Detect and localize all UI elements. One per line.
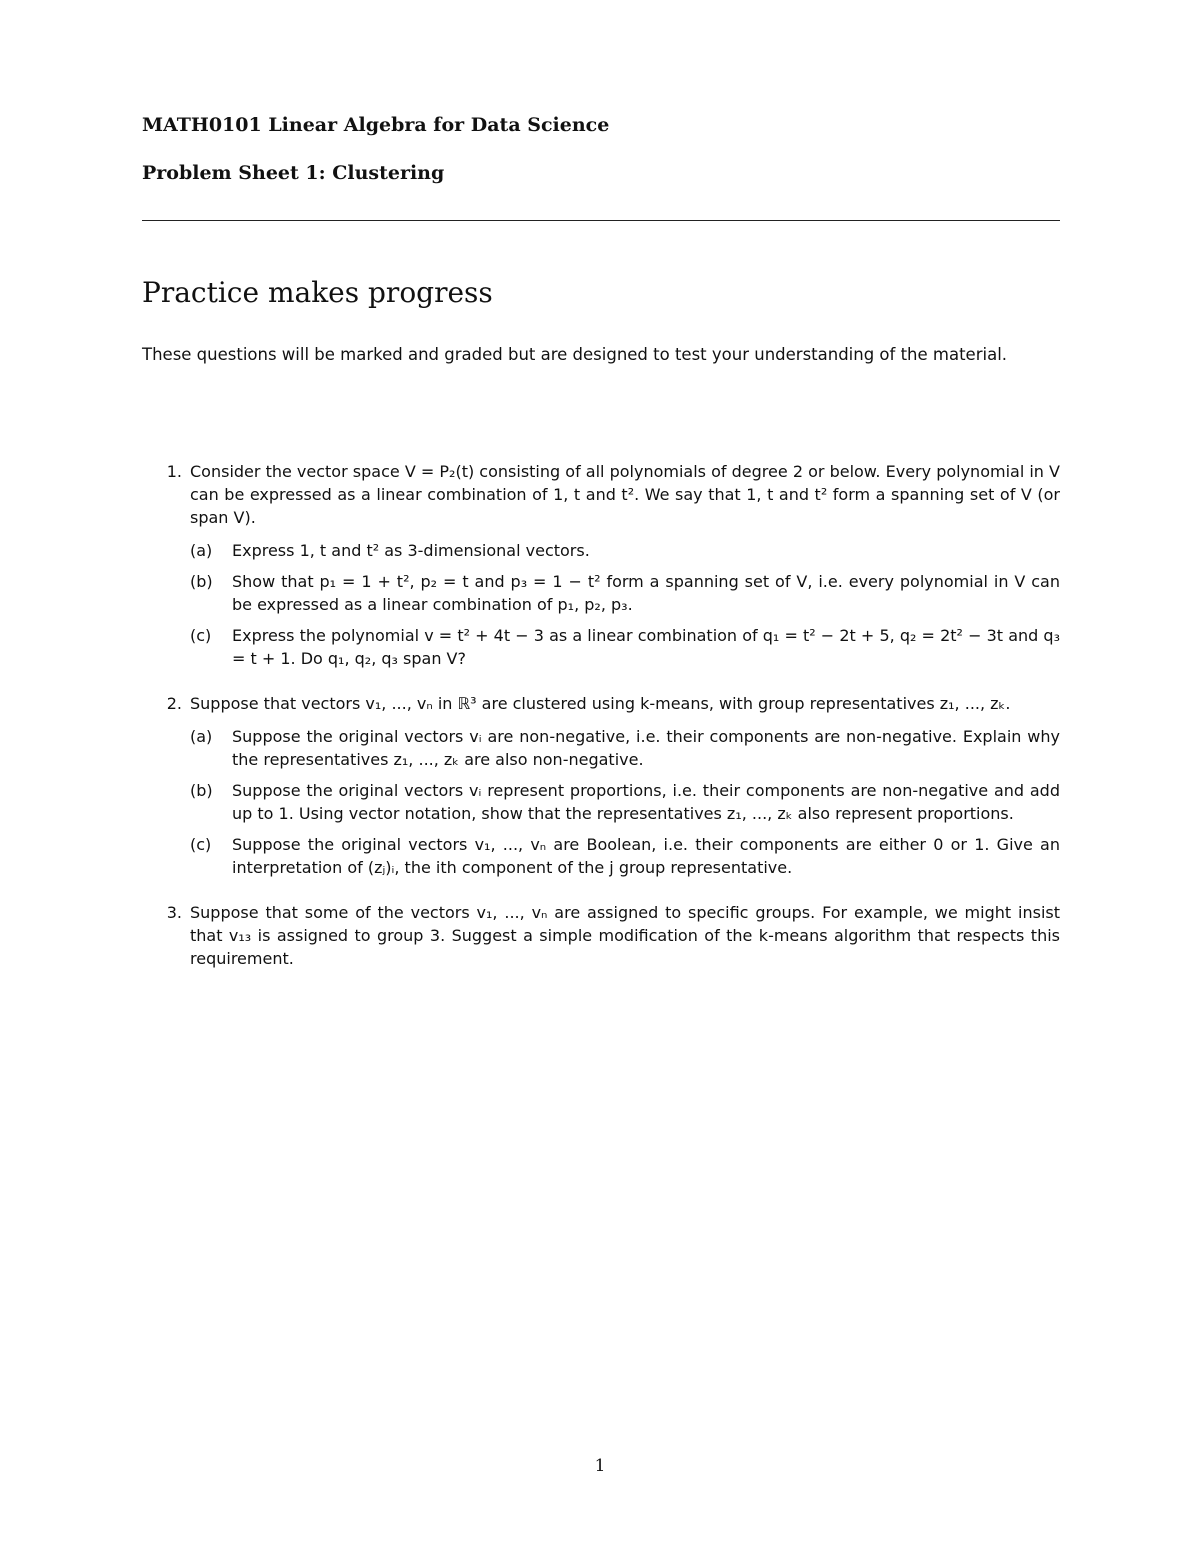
part-label: (a) (190, 727, 213, 746)
part-text: Show that p₁ = 1 + t², p₂ = t and p₃ = 1 − t² form a spanning set of V, i.e. every polynomial in V can be expressed as a linear combination of p₁, p₂, p₃. (232, 572, 1060, 614)
question-text: Suppose that some of the vectors v₁, ..., vₙ are assigned to specific groups. For example, we might insist that v₁₃ is assigned to group 3. Suggest a simple modification of the k-means algorithm that respects this requirement. (190, 903, 1060, 968)
part-label: (a) (190, 541, 213, 560)
question-part (190, 833, 1060, 879)
section-heading: Practice makes progress (142, 276, 493, 309)
part-text: Suppose the original vectors v₁, ..., vₙ are Boolean, i.e. their components are either 0 or 1. Give an interpretation of (zⱼ)ᵢ, the ith component of the j group representative. (232, 835, 1060, 877)
question-number: 2. (166, 694, 182, 713)
part-label: (b) (190, 781, 213, 800)
question-3 (142, 901, 1060, 970)
header-divider (142, 220, 1060, 221)
sheet-title: Problem Sheet 1: Clustering (142, 162, 445, 184)
question-list (142, 460, 1060, 984)
course-title: MATH0101 Linear Algebra for Data Science (142, 114, 610, 136)
question-part (190, 624, 1060, 670)
question-1 (142, 460, 1060, 678)
part-text: Suppose the original vectors vᵢ are non-negative, i.e. their components are non-negative. Explain why the representatives z₁, ..., zₖ are also non-negative. (232, 727, 1060, 769)
question-2 (142, 692, 1060, 887)
question-text: Suppose that vectors v₁, ..., vₙ in ℝ³ are clustered using k-means, with group representatives z₁, ..., zₖ. (190, 694, 1011, 713)
question-number: 1. (166, 462, 182, 481)
part-label: (b) (190, 572, 213, 591)
part-text: Express the polynomial v = t² + 4t − 3 as a linear combination of q₁ = t² − 2t + 5, q₂ = 2t² − 3t and q₃ = t + 1. Do q₁, q₂, q₃ span V? (232, 626, 1060, 668)
section-intro: These questions will be marked and graded but are designed to test your understanding of the material. (142, 345, 1008, 364)
question-text: Consider the vector space V = P₂(t) consisting of all polynomials of degree 2 or below. Every polynomial in V can be expressed as a linear combination of 1, t and t². We say that 1, t and t² form a spanning set of V (or span V). (190, 462, 1060, 527)
question-part (190, 725, 1060, 771)
page-number: 1 (594, 1456, 606, 1476)
part-text: Express 1, t and t² as 3-dimensional vectors. (232, 541, 590, 560)
part-label: (c) (190, 626, 212, 645)
question-part (190, 539, 1060, 562)
part-text: Suppose the original vectors vᵢ represent proportions, i.e. their components are non-negative and add up to 1. Using vector notation, show that the representatives z₁, ..., zₖ also represent proportions. (232, 781, 1060, 823)
question-part (190, 779, 1060, 825)
question-part (190, 570, 1060, 616)
question-number: 3. (166, 903, 182, 922)
part-label: (c) (190, 835, 212, 854)
